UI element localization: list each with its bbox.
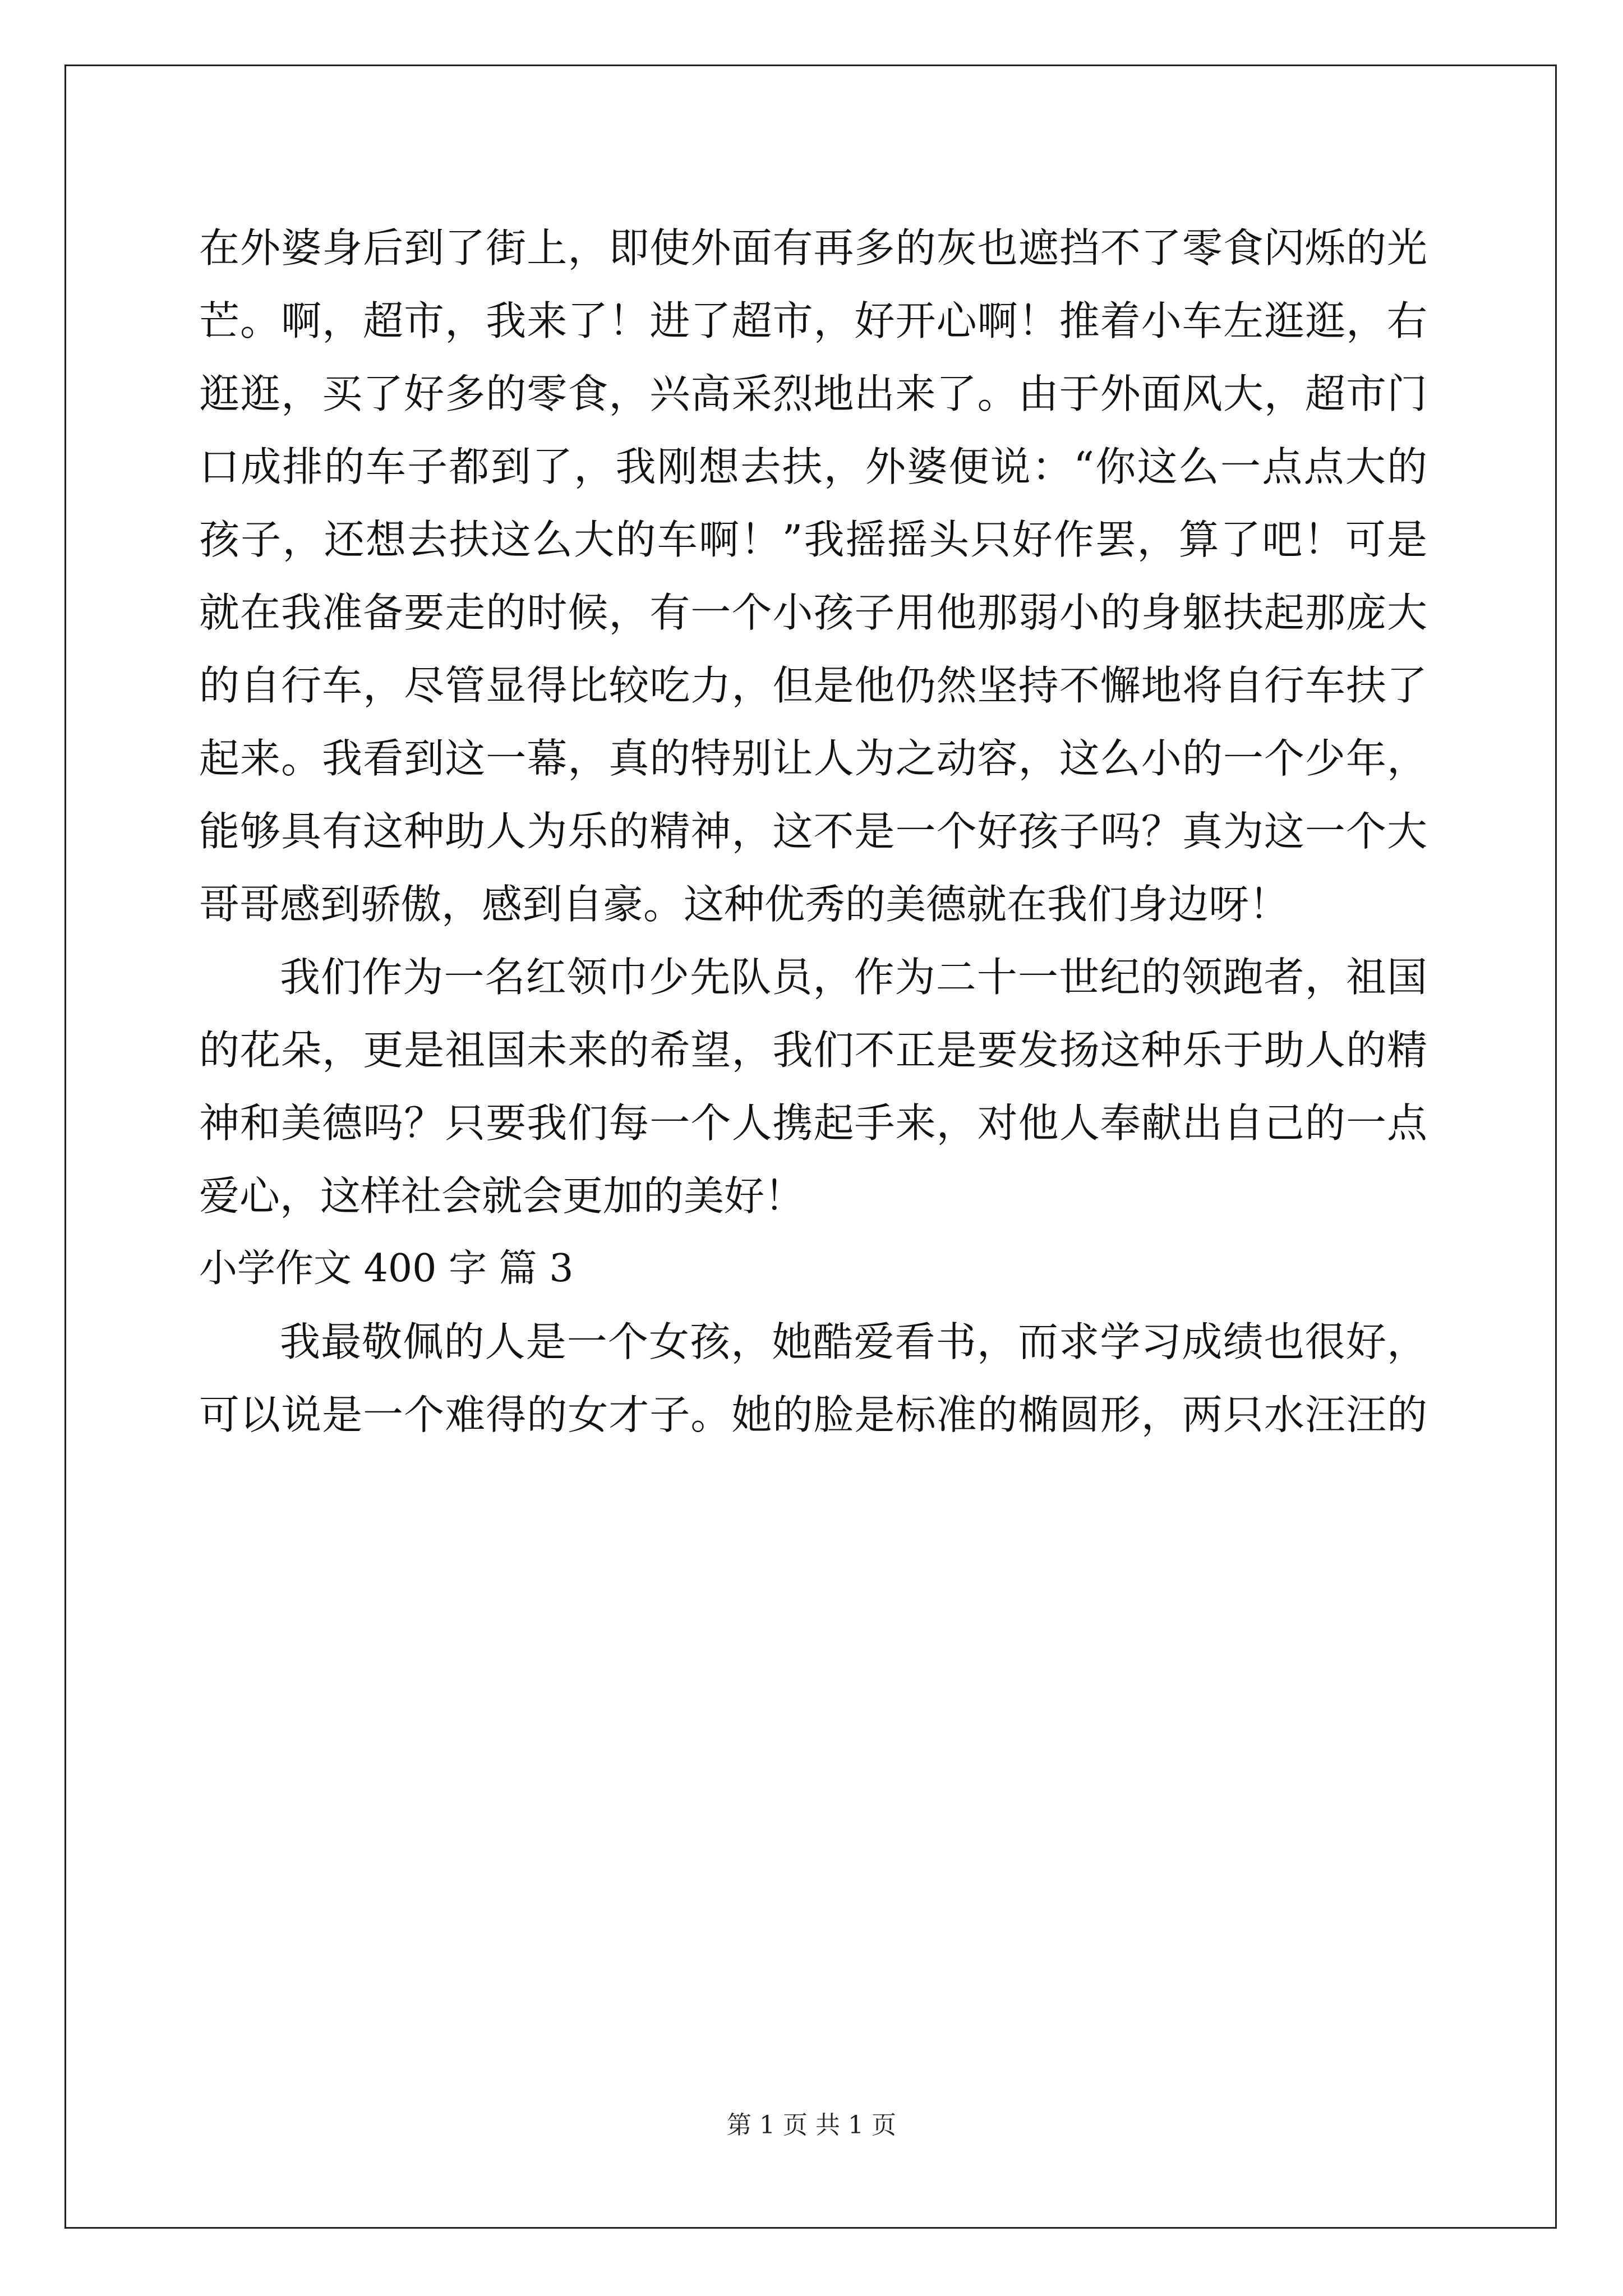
- paragraph-line: 的花朵，更是祖国未来的希望，我们不正是要发扬这种乐于助人的精: [199, 1027, 1427, 1074]
- paragraph-line: 孩子，还想去扶这么大的车啊！”我摇摇头只好作罢，算了吧！可是: [199, 516, 1427, 563]
- paragraph-line: 就在我准备要走的时候，有一个小孩子用他那弱小的身躯扶起那庞大: [199, 589, 1427, 636]
- paragraph-line: 神和美德吗？只要我们每一个人携起手来，对他人奉献出自己的一点: [199, 1099, 1427, 1147]
- document-body: [199, 211, 1427, 1451]
- paragraph-line: 可以说是一个难得的女才子。她的脸是标准的椭圆形，两只水汪汪的: [199, 1391, 1427, 1438]
- paragraph-line: 逛逛，买了好多的零食，兴高采烈地出来了。由于外面风大，超市门: [199, 370, 1427, 417]
- paragraph-line: 的自行车，尽管显得比较吃力，但是他仍然坚持不懈地将自行车扶了: [199, 662, 1427, 709]
- paragraph-line: 爱心，这样社会就会更加的美好！: [199, 1172, 805, 1220]
- paragraph-line: 芒。啊，超市，我来了！进了超市，好开心啊！推着小车左逛逛，右: [199, 297, 1427, 344]
- paragraph-line: 起来。我看到这一幕，真的特别让人为之动容，这么小的一个少年，: [199, 735, 1427, 782]
- paragraph-line: 在外婆身后到了街上，即使外面有再多的灰也遮挡不了零食闪烁的光: [199, 224, 1427, 272]
- paragraph-line: 能够具有这种助人为乐的精神，这不是一个好孩子吗？真为这一个大: [199, 808, 1427, 855]
- paragraph-line: 哥哥感到骄傲，感到自豪。这种优秀的美德就在我们身边呀！: [199, 881, 1290, 928]
- page-footer: 第 1 页 共 1 页: [727, 2111, 896, 2139]
- paragraph-line: 我最敬佩的人是一个女孩，她酷爱看书，而求学习成绩也很好，: [280, 1318, 1427, 1365]
- paragraph-line: 口成排的车子都到了，我刚想去扶，外婆便说：“你这么一点点大的: [199, 443, 1427, 490]
- paragraph-line: 我们作为一名红领巾少先队员，作为二十一世纪的领跑者，祖国: [280, 954, 1427, 1001]
- section-heading: 小学作文 400 字 篇 3: [199, 1246, 574, 1291]
